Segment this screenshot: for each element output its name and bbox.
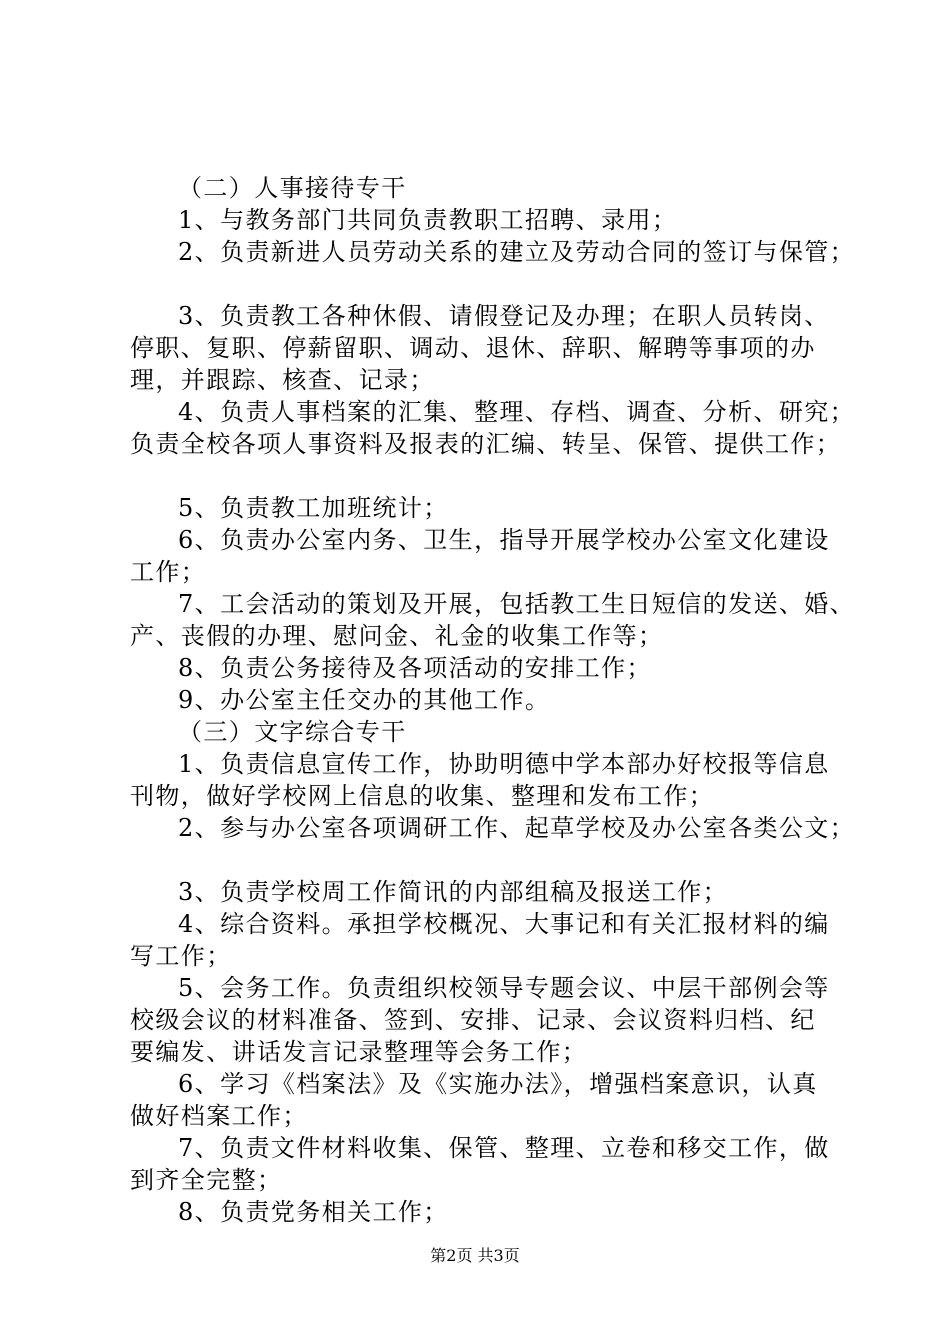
paragraph-gap [130, 844, 845, 876]
paragraph-gap [130, 268, 845, 300]
document-body [130, 172, 856, 1228]
text-line: 3、负责教工各种休假、请假登记及办理；在职人员转岗、 [178, 302, 830, 330]
text-line: 要编发、讲话发言记录整理等会务工作； [130, 1038, 588, 1066]
text-line: 做好档案工作； [130, 1102, 308, 1130]
text-line: 2、负责新进人员劳动关系的建立及劳动合同的签订与保管； [178, 238, 856, 266]
text-line: 校级会议的材料准备、签到、安排、记录、会议资料归档、纪 [130, 1006, 816, 1034]
text-line: 理，并跟踪、核查、记录； [130, 366, 435, 394]
text-line: 停职、复职、停薪留职、调动、退休、辞职、解聘等事项的办 [130, 334, 816, 362]
text-line: 写工作； [130, 942, 232, 970]
text-line: 5、会务工作。负责组织校领导专题会议、中层干部例会等 [178, 974, 830, 1002]
text-line: （二）人事接待专干 [178, 174, 407, 202]
text-line: 7、负责文件材料收集、保管、整理、立卷和移交工作，做 [178, 1134, 830, 1162]
text-line: 7、工会活动的策划及开展，包括教工生日短信的发送、婚、 [178, 590, 856, 618]
text-line: 8、负责党务相关工作； [178, 1198, 449, 1226]
text-line: 工作； [130, 558, 207, 586]
paragraph-gap [130, 460, 845, 492]
text-line: 1、与教务部门共同负责教职工招聘、录用； [178, 206, 678, 234]
text-line: 6、学习《档案法》及《实施办法》，增强档案意识，认真 [178, 1070, 818, 1098]
text-line: 8、负责公务接待及各项活动的安排工作； [178, 654, 652, 682]
text-line: 5、负责教工加班统计； [178, 494, 449, 522]
text-line: 6、负责办公室内务、卫生，指导开展学校办公室文化建设 [178, 526, 830, 554]
text-line: 4、综合资料。承担学校概况、大事记和有关汇报材料的编 [178, 910, 830, 938]
text-line: 2、参与办公室各项调研工作、起草学校及办公室各类公文； [178, 814, 856, 842]
text-line: 产、丧假的办理、慰问金、礼金的收集工作等； [130, 622, 664, 650]
page-footer: 第2页 共3页 [430, 1246, 520, 1265]
text-line: 到齐全完整； [130, 1166, 283, 1194]
text-line: 1、负责信息宣传工作，协助明德中学本部办好校报等信息 [178, 750, 830, 778]
text-line: 负责全校各项人事资料及报表的汇编、转呈、保管、提供工作； [130, 430, 842, 458]
text-line: （三）文字综合专干 [178, 718, 407, 746]
text-line: 刊物，做好学校网上信息的收集、整理和发布工作； [130, 782, 715, 810]
text-line: 3、负责学校周工作简讯的内部组稿及报送工作； [178, 878, 729, 906]
text-line: 4、负责人事档案的汇集、整理、存档、调查、分析、研究； [178, 398, 856, 426]
text-line: 9、办公室主任交办的其他工作。 [178, 686, 551, 714]
